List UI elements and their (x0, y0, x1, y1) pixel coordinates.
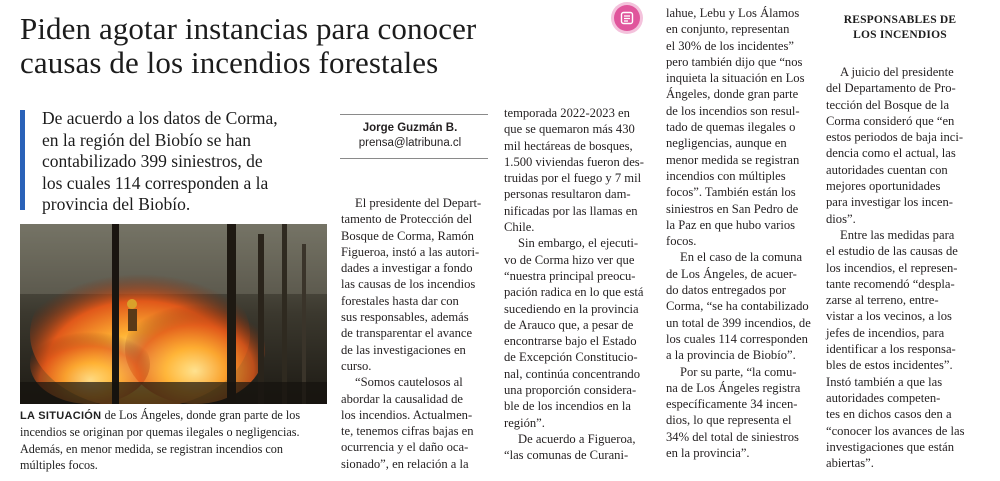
text-line: tamento de Protección del (341, 212, 473, 227)
text-line: los incendios, el represen- (826, 260, 958, 275)
text-line: ble de los incendios en la (504, 399, 631, 414)
text-line: específicamente 34 incen- (666, 397, 798, 412)
text-line: do datos entregados por (666, 283, 786, 298)
headline-line: Piden agotar instancias para conocer (20, 11, 477, 46)
article-column-3 (666, 5, 821, 461)
text-line: Entre las medidas para (840, 227, 955, 242)
text-line: Instó también a que las (826, 374, 943, 389)
text-line: temporada 2022-2023 en (504, 106, 630, 120)
text-line: vistar a los vecinos, a los (826, 309, 952, 324)
text-line: que se quemaron más 430 (504, 122, 635, 137)
text-line: A juicio del presidente (840, 65, 954, 79)
note-button[interactable] (614, 5, 640, 31)
text-line: 34% del total de siniestros (666, 429, 799, 444)
text-line: dencia como el actual, las (826, 146, 956, 161)
text-line: siniestros en San Pedro de (666, 201, 799, 216)
lead-line: en la región del Biobío se han (42, 129, 251, 150)
text-line: la Paz en que hubo varios (666, 217, 796, 232)
text-line: sus responsables, además (341, 310, 469, 325)
note-icon (620, 11, 634, 25)
text-line: forestales hasta dar con (341, 293, 459, 308)
text-line: investigaciones que están (826, 439, 954, 454)
caption-line: Además, en menor medida, se registran incendios con (20, 441, 283, 456)
byline-rule-bottom (340, 158, 488, 159)
lead-line: los cuales 114 corresponden a la (42, 172, 269, 193)
text-line: de los incendios son resul- (666, 103, 800, 118)
text-line: del Departamento de Pro- (826, 81, 956, 96)
text-line: “Somos cautelosos al (355, 375, 463, 390)
text-line: En el caso de la comuna (680, 250, 803, 265)
text-line: De acuerdo a Figueroa, (518, 431, 636, 446)
text-line: de las investigaciones en (341, 342, 466, 357)
text-line: para investigar los incen- (826, 195, 953, 210)
text-line: los cuales 114 corresponden (666, 331, 808, 346)
text-line: Bosque de Corma, Ramón (341, 228, 474, 243)
fire-photo (20, 224, 327, 404)
text-line: inquieta la situación en Los (666, 71, 805, 86)
text-line: autoridades cuentan con (826, 162, 948, 177)
text-line: los incendios. Actualmen- (341, 407, 473, 422)
text-line: na de Los Ángeles registra (666, 380, 801, 395)
text-line: tes en dichos casos den a (826, 407, 952, 422)
caption-line: incendios se originan por quemas ilegales o negligencias. (20, 425, 300, 440)
text-line: Sin embargo, el ejecuti- (518, 236, 639, 251)
lead-paragraph (42, 108, 322, 216)
text-line: en la provincia”. (666, 446, 750, 461)
article-column-4 (826, 64, 986, 471)
text-line: identificar a los responsa- (826, 342, 956, 357)
article-column-1 (341, 195, 496, 472)
text-line: mil hectáreas de bosques, (504, 138, 633, 153)
text-line: “nuestra principal preocu- (504, 268, 636, 283)
text-line: de Arauco que, a pesar de (504, 317, 634, 332)
text-line: menor medida se registran (666, 152, 800, 167)
text-line: el 30% de los incidentes” (666, 38, 794, 53)
text-line: Por su parte, “la comu- (680, 364, 797, 379)
article-column-2 (504, 105, 659, 464)
text-line: “las comunas de Curani- (504, 448, 629, 463)
text-line: encontrarse bajo el Estado (504, 334, 637, 349)
text-line: focos. (666, 234, 697, 249)
text-line: tante recomendó “despla- (826, 276, 955, 291)
text-line: “conocer los avances de las (826, 423, 965, 438)
text-line: Chile. (504, 220, 535, 235)
lead-line: provincia del Biobío. (42, 194, 191, 214)
lead-line: contabilizado 399 siniestros, de (42, 151, 263, 171)
caption-line: múltiples focos. (20, 458, 98, 473)
byline-rule-top (340, 114, 488, 115)
text-line: bles de estos incidentes”. (826, 358, 953, 373)
text-line: vo de Corma hizo ver que (504, 252, 635, 267)
text-line: abordar la causalidad de (341, 391, 464, 406)
text-line: Corma consideró que “en (826, 113, 955, 128)
fire-illustration (20, 224, 327, 404)
caption-label: LA SITUACIÓN (20, 410, 102, 422)
text-line: autoridades competen- (826, 390, 941, 405)
text-line: Ángeles, donde gran parte (666, 87, 799, 102)
text-line: de Excepción Constitucio- (504, 350, 638, 365)
text-line: región”. (504, 415, 545, 430)
text-line: dades a investigar a fondo (341, 261, 473, 276)
text-line: dios”. (826, 211, 856, 226)
text-line: truidas por el fuego y 7 mil (504, 171, 642, 186)
text-line: nal, continúa concentrando (504, 366, 641, 381)
headline (20, 12, 600, 80)
text-line: curso. (341, 358, 372, 373)
text-line: focos”. También están los (666, 185, 796, 200)
photo-caption (20, 407, 330, 474)
text-line: de transparentar el avance (341, 326, 473, 341)
text-line: las causas de los incendios (341, 277, 476, 292)
text-line: sucediendo en la provincia (504, 301, 639, 316)
text-line: jefes de incendios, para (826, 325, 945, 340)
text-line: personas resultaron dam- (504, 187, 631, 202)
text-line: lahue, Lebu y Los Álamos (666, 6, 800, 20)
text-line: abiertas”. (826, 456, 874, 471)
lead-line: De acuerdo a los datos de Corma, (42, 108, 278, 128)
caption-line (20, 407, 330, 424)
section-subheading (826, 13, 974, 43)
text-line: en conjunto, representan (666, 22, 790, 37)
text-line: dios, lo que representa el (666, 413, 792, 428)
headline-line: causas de los incendios forestales (20, 45, 439, 80)
byline (340, 121, 480, 151)
text-line: El presidente del Depart- (355, 196, 482, 210)
text-line: sionado”, en relación a la (341, 456, 469, 471)
subheading-line: RESPONSABLES DE (843, 14, 957, 26)
caption-text: de Los Ángeles, donde gran parte de los (101, 408, 301, 422)
text-line: tección del Bosque de la (826, 97, 950, 112)
text-line: negligencias, aunque en (666, 136, 787, 151)
text-line: pero también dijo que “nos (666, 54, 803, 69)
text-line: un total de 399 incendios, de (666, 315, 811, 330)
text-line: mejores oportunidades (826, 179, 941, 194)
subheading-line: LOS INCENDIOS (853, 29, 947, 41)
text-line: una proporción considera- (504, 383, 637, 398)
text-line: nificadas por las llamas en (504, 203, 638, 218)
text-line: a la provincia de Biobío”. (666, 348, 796, 363)
text-line: Corma, “se ha contabilizado (666, 299, 809, 314)
text-line: pación radica en lo que está (504, 285, 644, 300)
text-line: tado de quemas ilegales o (666, 120, 796, 135)
text-line: 1.500 viviendas fueron des- (504, 154, 644, 169)
text-line: te, tenemos cifras bajas en (341, 424, 474, 439)
text-line: Figueroa, instó a las autori- (341, 244, 480, 259)
text-line: ocurrencia y el daño oca- (341, 440, 469, 455)
author-email: prensa@latribuna.cl (358, 137, 462, 149)
text-line: el estudio de las causas de (826, 244, 958, 259)
text-line: estos periodos de baja inci- (826, 130, 964, 145)
lead-accent-bar (20, 110, 25, 210)
text-line: zarse al terreno, entre- (826, 293, 939, 308)
author-name: Jorge Guzmán B. (362, 122, 458, 134)
text-line: de Los Ángeles, de acuer- (666, 266, 797, 281)
text-line: incendios con múltiples (666, 168, 786, 183)
